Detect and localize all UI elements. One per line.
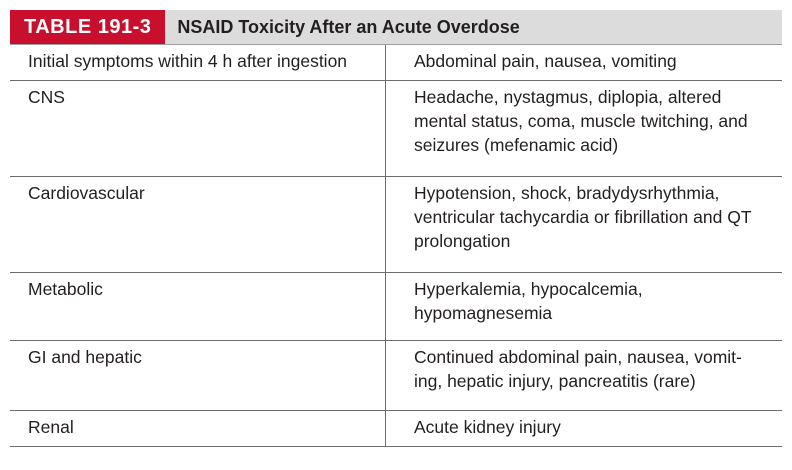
table-row bbox=[10, 177, 782, 273]
table-row bbox=[10, 341, 782, 411]
row-category: CNS bbox=[10, 81, 386, 176]
row-effects: Hyperkalemia, hypocalcemia, hypomagnesemia bbox=[414, 279, 643, 323]
row-category: GI and hepatic bbox=[10, 341, 386, 410]
row-effects: Continued abdominal pain, nausea, vomit- ing, hepatic injury, pancreatitis (rare) bbox=[414, 347, 742, 391]
table-header bbox=[10, 10, 782, 45]
table-row bbox=[10, 411, 782, 447]
table-row bbox=[10, 273, 782, 341]
row-effects: Hypotension, shock, bradydysrhythmia, ventricular tachycardia or fibrillation and QT prolongation bbox=[414, 183, 752, 251]
table-number: TABLE 191-3 bbox=[10, 10, 165, 44]
table-row bbox=[10, 81, 782, 177]
row-effects: Abdominal pain, nausea, vomiting bbox=[414, 51, 677, 71]
row-effects: Headache, nystagmus, diplopia, altered mental status, coma, muscle twitching, and seizures (mefenamic acid) bbox=[414, 87, 748, 155]
row-category: Renal bbox=[10, 411, 386, 446]
row-category: Initial symptoms within 4 h after ingestion bbox=[10, 45, 386, 80]
table-body bbox=[10, 45, 782, 447]
table-title: NSAID Toxicity After an Acute Overdose bbox=[177, 16, 520, 37]
table-row bbox=[10, 45, 782, 81]
row-effects: Acute kidney injury bbox=[414, 417, 561, 437]
row-category: Cardiovascular bbox=[10, 177, 386, 272]
row-category: Metabolic bbox=[10, 273, 386, 340]
